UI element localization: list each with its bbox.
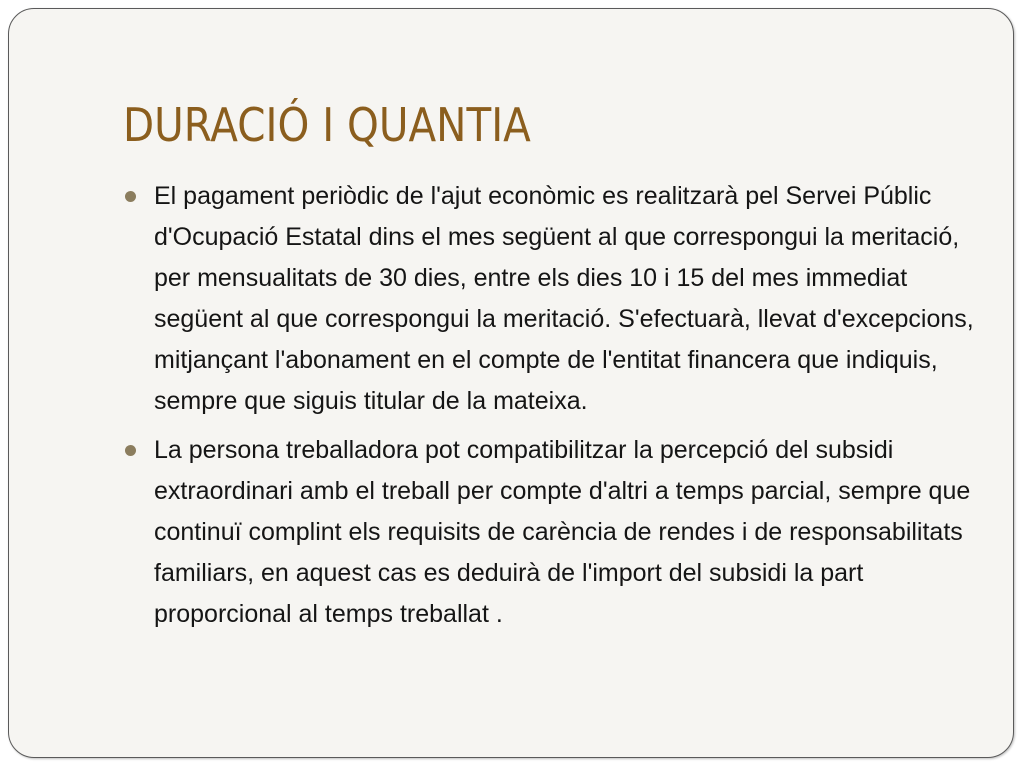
bullet-text-compatibility: La persona treballadora pot compatibilitzar la percepció del subsidi extraordinari amb el treball per compte d'altri a temps parcial, sempre que continuï complint els requisits de carència de rendes i de responsabilitats familiars, en aquest cas es deduirà de l'import del subsidi la part proporcional al temps treballat . bbox=[154, 436, 971, 628]
bullet-item-compatibility bbox=[123, 430, 983, 635]
bullet-item-payment bbox=[123, 176, 983, 422]
slide-frame bbox=[8, 8, 1014, 758]
bullet-text-payment: El pagament periòdic de l'ajut econòmic es realitzarà pel Servei Públic d'Ocupació Estatal dins el mes següent al que correspongui la meritació, per mensualitats de 30 dies, entre els dies 10 i 15 del mes immediat següent al que correspongui la meritació. S'efectuarà, llevat d'excepcions, mitjançant l'abonament en el compte de l'entitat financera que indiquis, sempre que siguis titular de la mateixa. bbox=[154, 182, 974, 415]
slide-title: DURACIÓ I QUANTIA bbox=[123, 98, 531, 152]
bullet-dot-icon bbox=[125, 191, 136, 202]
bullet-dot-icon bbox=[125, 445, 136, 456]
bullet-list bbox=[123, 176, 983, 643]
